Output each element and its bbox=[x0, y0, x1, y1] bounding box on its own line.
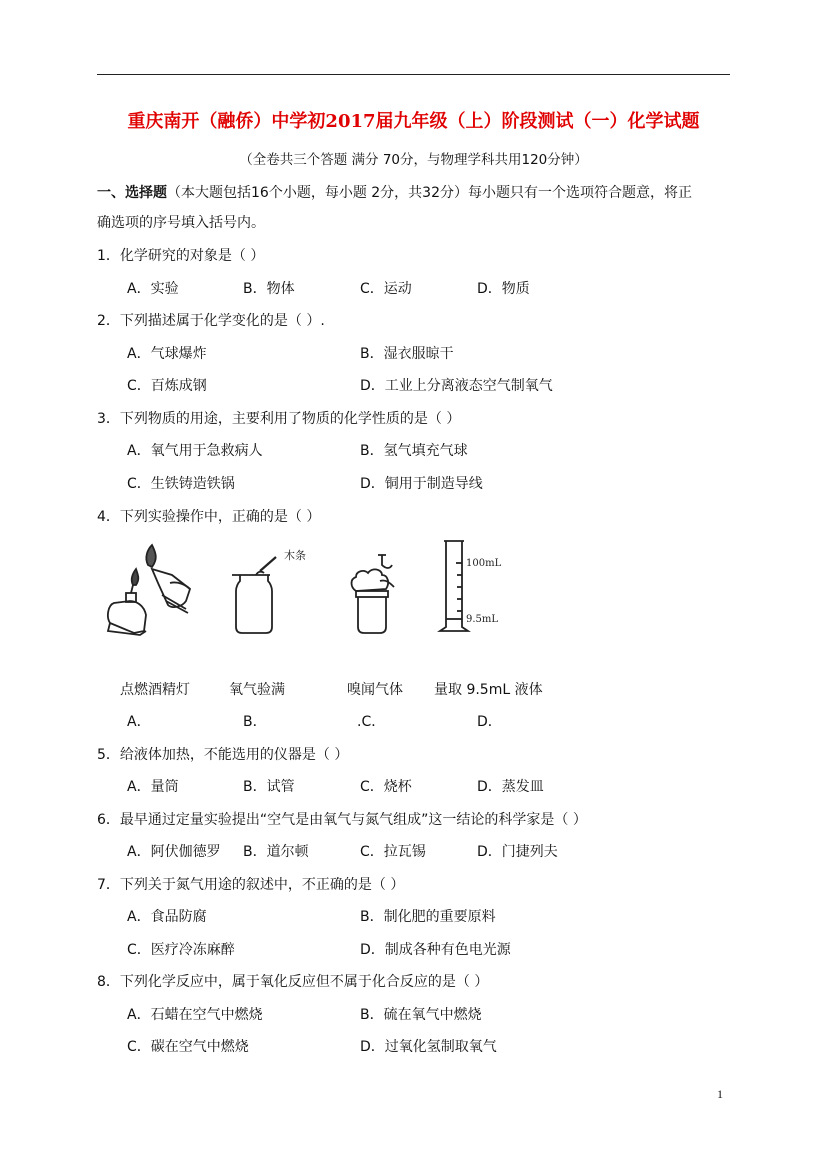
option-d: D．工业上分离液态空气制氧气 bbox=[360, 378, 553, 394]
option-d: D．物质 bbox=[477, 281, 530, 297]
option-b: B．制化肥的重要原料 bbox=[360, 909, 496, 925]
option-b: B．物体 bbox=[243, 281, 295, 297]
question-stem: 5．给液体加热，不能选用的仪器是（ ） bbox=[97, 747, 349, 763]
option-c: C．医疗冷冻麻醉 bbox=[127, 942, 235, 958]
option-d: D．过氧化氢制取氧气 bbox=[360, 1039, 497, 1055]
option-c: C．烧杯 bbox=[360, 779, 412, 795]
option-b: B．湿衣服晾干 bbox=[360, 346, 454, 362]
figure-caption: 点燃酒精灯 bbox=[120, 682, 190, 698]
option-c: C．运动 bbox=[360, 281, 412, 297]
question-stem: 7．下列关于氮气用途的叙述中，不正确的是（ ） bbox=[97, 877, 405, 893]
option-a: A．石蜡在空气中燃烧 bbox=[127, 1007, 263, 1023]
section-intro: （本大题包括16个小题，每小题 2分，共32分）每小题只有一个选项符合题意，将正 bbox=[167, 185, 692, 201]
option-b: B．氢气填充气球 bbox=[360, 443, 468, 459]
lab-figures bbox=[100, 535, 550, 645]
question-stem: 4．下列实验操作中，正确的是（ ） bbox=[97, 509, 321, 525]
option-b: B．试管 bbox=[243, 779, 295, 795]
option-c: C．碳在空气中燃烧 bbox=[127, 1039, 249, 1055]
option-a: A．气球爆炸 bbox=[127, 346, 207, 362]
section-intro-line-1 bbox=[97, 184, 692, 202]
section-heading: 一、选择题 bbox=[97, 185, 167, 201]
page-number: 1 bbox=[717, 1087, 723, 1101]
option-b: B． bbox=[243, 714, 267, 730]
gas-jar-icon bbox=[352, 555, 395, 633]
option-a: A． bbox=[127, 714, 151, 730]
header-rule bbox=[97, 74, 730, 75]
option-b: B．硫在氧气中燃烧 bbox=[360, 1007, 482, 1023]
question-stem: 8．下列化学反应中，属于氧化反应但不属于化合反应的是（ ） bbox=[97, 974, 489, 990]
stick-label: 木条 bbox=[284, 549, 306, 562]
cylinder-bottom-label: 9.5mL bbox=[466, 614, 499, 625]
question-stem: 1．化学研究的对象是（ ） bbox=[97, 248, 265, 264]
option-a: A．量筒 bbox=[127, 779, 179, 795]
question-stem: 3．下列物质的用途，主要利用了物质的化学性质的是（ ） bbox=[97, 411, 461, 427]
question-stem: 2．下列描述属于化学变化的是（ ）. bbox=[97, 313, 325, 329]
question-stem: 6．最早通过定量实验提出“空气是由氧气与氮气组成”这一结论的科学家是（ ） bbox=[97, 812, 587, 828]
gas-bottle-icon bbox=[232, 557, 276, 633]
graduated-cylinder-icon bbox=[440, 541, 468, 631]
figure-caption: 嗅闻气体 bbox=[347, 682, 403, 698]
option-a: A．阿伏伽德罗 bbox=[127, 844, 221, 860]
option-c: C．百炼成钢 bbox=[127, 378, 207, 394]
figure-caption: 量取 9.5mL 液体 bbox=[434, 682, 543, 698]
figure-caption: 氧气验满 bbox=[229, 682, 285, 698]
alcohol-lamp-icon bbox=[108, 545, 190, 635]
option-d: D． bbox=[477, 714, 502, 730]
option-d: D．蒸发皿 bbox=[477, 779, 544, 795]
option-c: C．拉瓦锡 bbox=[360, 844, 426, 860]
option-a: A．氧气用于急救病人 bbox=[127, 443, 263, 459]
option-d: D．制成各种有色电光源 bbox=[360, 942, 511, 958]
page-title: 重庆南开（融侨）中学初2017届九年级（上）阶段测试（一）化学试题 bbox=[127, 111, 700, 132]
option-d: D．铜用于制造导线 bbox=[360, 476, 483, 492]
option-a: A．实验 bbox=[127, 281, 179, 297]
cylinder-top-label: 100mL bbox=[466, 558, 502, 569]
page-subtitle: （全卷共三个答题 满分 70分，与物理学科共用120分钟） bbox=[239, 152, 588, 168]
option-a: A．食品防腐 bbox=[127, 909, 207, 925]
option-c: C．生铁铸造铁锅 bbox=[127, 476, 235, 492]
option-b: B．道尔顿 bbox=[243, 844, 309, 860]
section-intro-line-2: 确选项的序号填入括号内。 bbox=[97, 215, 265, 231]
option-d: D．门捷列夫 bbox=[477, 844, 558, 860]
option-c: .C． bbox=[357, 714, 386, 730]
